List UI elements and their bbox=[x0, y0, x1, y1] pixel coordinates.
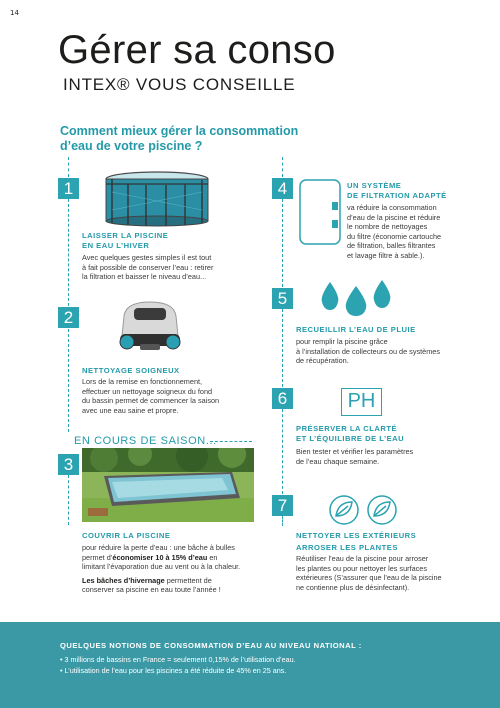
step-4-title: UN SYSTÈME DE FILTRATION ADAPTÉ bbox=[347, 181, 447, 200]
step-7-title: NETTOYER LES EXTÉRIEURS ARROSER LES PLANTES bbox=[296, 531, 417, 552]
step-number-4: 4 bbox=[272, 178, 293, 199]
page-number: 14 bbox=[10, 9, 19, 17]
intro-question: Comment mieux gérer la consommation d’eau de votre piscine ? bbox=[60, 124, 299, 153]
step-2-text: Lors de la remise en fonctionnement, effectuer un nettoyage soigneux du fond du bassin permet de commencer la saison avec une eau saine et propre. bbox=[82, 377, 220, 415]
timeline-right-top bbox=[282, 157, 283, 177]
timeline-right-1 bbox=[282, 199, 283, 287]
water-drops-icon bbox=[318, 278, 398, 318]
step-5-title: RECUEILLIR L’EAU DE PLUIE bbox=[296, 325, 416, 334]
step-1-text: Avec quelques gestes simples il est tout à fait possible de conserver l’eau : retirer la filtration et baisser le niveau d’eau... bbox=[82, 253, 214, 282]
page-subtitle: INTEX® VOUS CONSEILLE bbox=[63, 75, 296, 94]
step-6-title: PRÉSERVER LA CLARTÉ ET L’ÉQUILIBRE DE L’EAU bbox=[296, 424, 405, 443]
timeline-right-4 bbox=[282, 516, 283, 526]
footer-panel bbox=[0, 622, 500, 708]
step-6-text: Bien tester et vérifier les paramètres de l’eau chaque semaine. bbox=[296, 447, 414, 466]
garden-pool-photo bbox=[82, 448, 254, 522]
season-label: EN COURS DE SAISON... bbox=[74, 435, 217, 447]
timeline-right-2 bbox=[282, 309, 283, 387]
step-1-title: LAISSER LA PISCINE EN EAU L’HIVER bbox=[82, 231, 169, 250]
step-number-3: 3 bbox=[58, 454, 79, 475]
season-divider bbox=[210, 441, 252, 442]
timeline-left-top bbox=[68, 157, 69, 177]
page-title: Gérer sa conso bbox=[58, 28, 336, 72]
step-number-7: 7 bbox=[272, 495, 293, 516]
robot-cleaner-icon bbox=[110, 296, 190, 358]
timeline-right-3 bbox=[282, 409, 283, 494]
step-number-1: 1 bbox=[58, 178, 79, 199]
step-7-text: Réutiliser l’eau de la piscine pour arroser les plantes ou pour nettoyer les surfaces extérieures (S’assurer que l’eau de la piscine ne contienne plus de désinfectant). bbox=[296, 554, 442, 592]
timeline-left-bottom bbox=[68, 475, 69, 525]
ph-badge: PH bbox=[341, 388, 382, 416]
footer-item-2: • L’utilisation de l’eau pour les piscines a été réduite de 45% en 25 ans. bbox=[60, 666, 287, 675]
leaves-icon bbox=[328, 494, 400, 526]
step-5-text: pour remplir la piscine grâce à l’installation de collecteurs ou de systèmes de récupération. bbox=[296, 337, 440, 366]
step-number-6: 6 bbox=[272, 388, 293, 409]
filter-cartridge-icon bbox=[298, 176, 343, 248]
step-number-5: 5 bbox=[272, 288, 293, 309]
step-3-text: pour réduire la perte d’eau : une bâche à bulles permet d’économiser 10 à 15% d’eau en limitant l’évaporation due au vent ou à la chaleur. Les bâches d’hivernage permettent de conserver sa piscine en eau toute l’année ! bbox=[82, 543, 241, 595]
footer-item-1: • 3 millions de bassins en France = seulement 0,15% de l’utilisation d’eau. bbox=[60, 655, 296, 664]
timeline-left-mid bbox=[68, 199, 69, 306]
step-number-2: 2 bbox=[58, 307, 79, 328]
step-3-title: COUVRIR LA PISCINE bbox=[82, 531, 171, 540]
pool-icon bbox=[100, 170, 215, 228]
step-2-title: NETTOYAGE SOIGNEUX bbox=[82, 366, 180, 375]
timeline-left-low bbox=[68, 329, 69, 432]
footer-title: QUELQUES NOTIONS DE CONSOMMATION D’EAU AU NIVEAU NATIONAL : bbox=[60, 641, 362, 650]
step-4-text: va réduire la consommation d’eau de la piscine et réduire le nombre de nettoyages du filtre (économie cartouche de filtration, balles filtrantes et lavage filtre à sable.). bbox=[347, 203, 442, 260]
